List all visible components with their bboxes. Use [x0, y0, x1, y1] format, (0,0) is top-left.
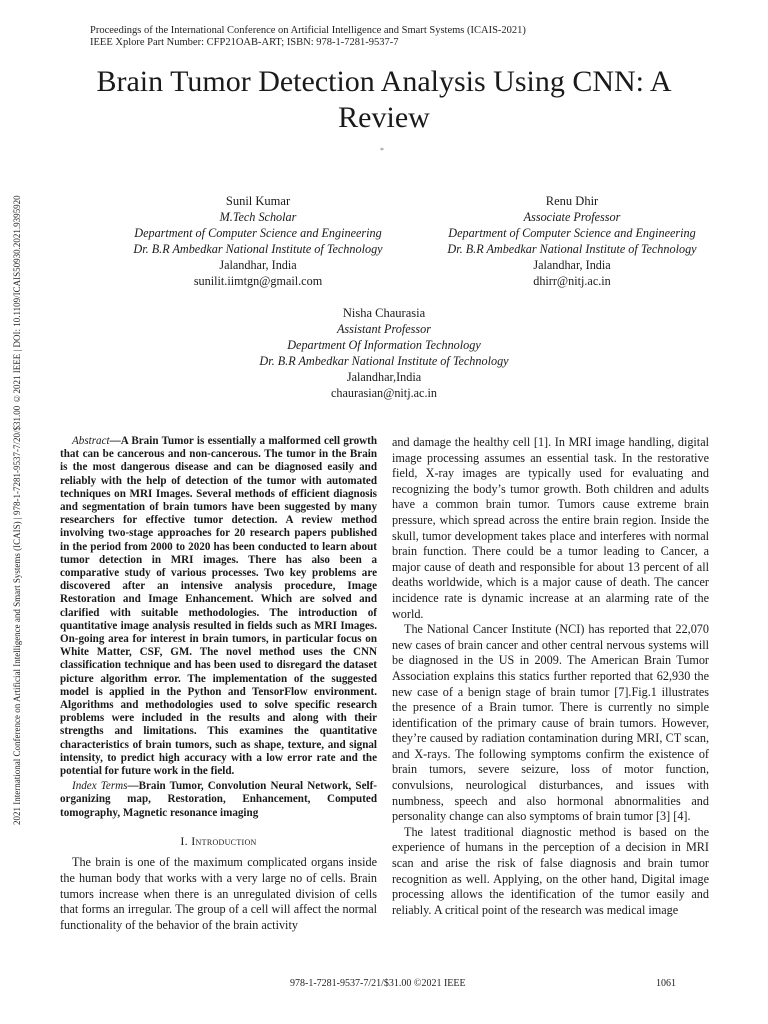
title-footnote-mark: *: [380, 146, 384, 155]
proceedings-line-1: Proceedings of the International Conference on Artificial Intelligence and Smart Systems (ICAIS-2021): [90, 25, 526, 36]
author-block-1: [98, 193, 418, 289]
author-block-3: [214, 305, 554, 401]
author-block-2: [412, 193, 732, 289]
left-column: [60, 435, 377, 933]
side-doi-text: 2021 International Conference on Artificial Intelligence and Smart Systems (ICAIS) | 978-1-7281-9537-7/20/$31.00 ©2021 IEEE | DOI: 10.1109/ICAIS50930.2021.9395920: [12, 195, 22, 825]
body-paragraph: The latest traditional diagnostic method is based on the experience of humans in the perception of a decision in MRI scan and arise the risk of false diagnosis and brain tumor recognition as well. Applying, on the other hand, Digital image processing allows the identification of the tumor easily and reliably. A critical point of the research was medical image: [392, 824, 709, 917]
body-paragraph: and damage the healthy cell [1]. In MRI image handling, digital image processing assumes an essential task. In the restorative field, X-ray images are typically used for evaluating and recognizing the body’s tumor growth. Both children and adults have a common brain tumor. Tumors cause extreme brain pressure, which spread across the entire brain region. Inside the skull, tumor development takes place and interferes with normal brain function. There could be a tumor leading to Cancer, a major cause of death and responsible for about 13 percent of all deaths worldwide, which is a major cause of death. The cancer incidence rate is dynamic increase at an alarming rate of the world.: [392, 435, 709, 621]
proceedings-header: [90, 25, 526, 49]
footer-isbn: 978-1-7281-9537-7/21/$31.00 ©2021 IEEE: [290, 978, 466, 989]
abstract-paragraph: [60, 435, 377, 778]
section-heading-introduction: I. Introduction: [180, 833, 257, 848]
body-paragraph: The National Cancer Institute (NCI) has reported that 22,070 new cases of brain cancer and other central nervous systems will be diagnosed in the US in 2009. The American Brain Tumor Association explains this statics further reported that 62,930 the new case of a benign stage of brain tumor [7].Fig.1 illustrates the presence of a Brain tumor. There is currently no simple identification of the primary cause of brain tumors. However, they’re caused by radiation contamination during MRI, CT scan, and X-rays. The following symptoms confirm the existence of brain tumors, severe seizure, loss of motor function, convulsions, neurological disturbances, and issues with numbness, speech and also hormonal abnormalities and personality change can also symptoms of brain tumor [3] [4].: [392, 622, 709, 824]
author-institute: Dr. B.R Ambedkar National Institute of Technology: [133, 242, 383, 256]
author-institute: Dr. B.R Ambedkar National Institute of Technology: [259, 354, 509, 368]
index-terms-label: Index Terms: [72, 780, 128, 793]
author-name: Nisha Chaurasia: [342, 306, 426, 320]
author-email: chaurasian@nitj.ac.in: [331, 386, 437, 400]
author-department: Department Of Information Technology: [287, 338, 481, 352]
paper-title: Brain Tumor Detection Analysis Using CNN: A Review: [96, 65, 672, 134]
author-location: Jalandhar, India: [533, 258, 611, 272]
author-role: Associate Professor: [523, 210, 621, 224]
page-number: 1061: [656, 978, 676, 989]
author-name: Renu Dhir: [545, 194, 599, 208]
abstract-text: —A Brain Tumor is essentially a malformed cell growth that can be cancerous and non-cancerous. The tumor in the Brain is the most dangerous disease and can be diagnosed easily and reliably with the help of detection of the tumor with automated techniques on MRI Images. Several methods of efficient diagnosis and segmentation of brain tumors have been suggested by many researchers for effective tumor detection. A review method involving two-stage approaches for 20 research papers published in the period from 2000 to 2020 has been conducted to learn about tumor detection in MRI images. There has also been a comparative study of various processes. Two key problems are discovered after an intensive analysis procedure, Image Restoration and Image Enhancement. Which are solved and clarified with suitable methodologies. The introduction of quantitative image analysis resulted in fields such as MRI Images. On-going area for interest in brain tumors, in particular focus on White Matter, CSF, GM. The novel method uses the CNN classification technique and has been used to disregard the dataset picture algorithm error. The implementation of the suggested model is applied in the Python and TensorFlow environment. Algorithms and methodologies used to solve specific research problems were included in the results and along with their strengths and limitations. This examines the quantitative characteristics of brain tumors, such as shape, texture, and signal intensity, to predict high accuracy with a low error rate and the potential for future work in the field.: [60, 435, 377, 778]
right-column: [392, 435, 709, 918]
author-email: dhirr@nitj.ac.in: [533, 274, 611, 288]
index-terms-text: —Brain Tumor, Convolution Neural Network, Self-organizing map, Restoration, Enhancement, Computed tomography, Magnetic resonance imaging: [60, 780, 377, 819]
index-terms-paragraph: [60, 780, 377, 820]
author-email: sunilit.iimtgn@gmail.com: [193, 274, 323, 288]
author-department: Department of Computer Science and Engineering: [448, 226, 696, 240]
author-location: Jalandhar, India: [219, 258, 297, 272]
author-role: M.Tech Scholar: [219, 210, 297, 224]
abstract-label: Abstract: [72, 435, 110, 447]
author-department: Department of Computer Science and Engineering: [134, 226, 382, 240]
author-location: Jalandhar,India: [346, 370, 422, 384]
author-institute: Dr. B.R Ambedkar National Institute of Technology: [447, 242, 697, 256]
author-name: Sunil Kumar: [225, 194, 291, 208]
author-role: Assistant Professor: [336, 322, 431, 336]
intro-paragraph: The brain is one of the maximum complicated organs inside the human body that works with a very large no of cells. Brain tumors increase when there is an unregulated division of cells that forms an irregular. The group of a cell will affect the normal functionality of the behavior of the brain activity: [60, 855, 377, 932]
proceedings-line-2: IEEE Xplore Part Number: CFP21OAB-ART; ISBN: 978-1-7281-9537-7: [90, 37, 399, 48]
